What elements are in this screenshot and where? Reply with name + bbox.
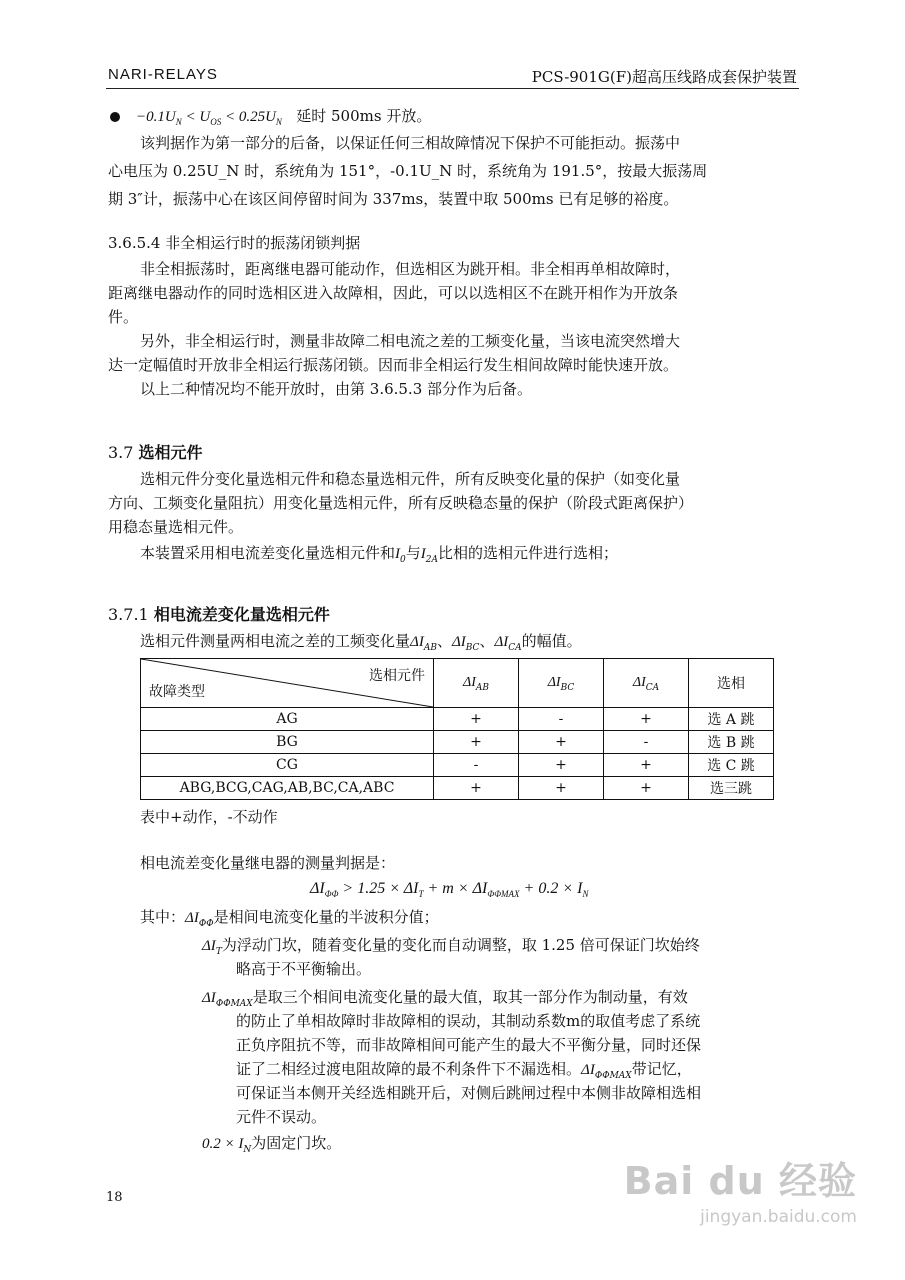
para8: 相电流差变化量继电器的测量判据是： — [140, 854, 396, 872]
def-max-line4: 证了二相经过渡电阻故障的最不利条件下不漏选相。$\Delta I_{\Phi\Phi MAX}$带记忆， — [236, 1060, 692, 1081]
col-head-ab: $\Delta I_{AB}$ — [434, 659, 519, 708]
para7: 选相元件测量两相电流之差的工频变化量$\Delta I_{AB}$、$\Delta I_{BC}$、$\Delta I_{CA}$的幅值。 — [140, 632, 582, 653]
para3-line1: 另外，非全相运行时，测量非故障二相电流之差的工频变化量，当该电流突然增大 — [140, 332, 681, 350]
def-max-line5: 可保证当本侧开关经选相跳开后，对侧后跳闸过程中本侧非故障相选相 — [236, 1084, 702, 1102]
section-3654-title: 3.6.5.4 非全相运行时的振荡闭锁判据 — [108, 234, 361, 252]
diag-bottom-label: 故障类型 — [149, 684, 205, 700]
cell-select: 选 B 跳 — [689, 731, 774, 754]
cell-fault: AG — [141, 708, 434, 731]
bullet-icon — [110, 112, 120, 122]
cell-bc: + — [519, 777, 604, 800]
cell-ca: + — [604, 708, 689, 731]
para1-line3: 期 3″计，振荡中心在该区间停留时间为 337ms，装置中取 500ms 已有足够的裕度。 — [108, 190, 679, 208]
def-T-line1: $\Delta I_T$为浮动门坎，随着变化量的变化而自动调整，取 1.25 倍可保证门坎始终 — [202, 936, 700, 957]
col-head-ca: $\Delta I_{CA}$ — [604, 659, 689, 708]
para2-line2: 距离继电器动作的同时选相区进入故障相，因此，可以以选相区不在跳开相作为开放条 — [108, 284, 679, 302]
table-row — [141, 708, 774, 731]
cell-ca: - — [604, 731, 689, 754]
cell-ab: + — [434, 708, 519, 731]
cell-ab: + — [434, 777, 519, 800]
where-line: 其中：$\Delta I_{\Phi\Phi}$是相间电流变化量的半波积分值； — [140, 908, 439, 929]
cell-ab: - — [434, 754, 519, 777]
section-371-title: 3.7.1 相电流差变化量选相元件 — [108, 605, 330, 624]
cell-select: 选三跳 — [689, 777, 774, 800]
para5-line1: 选相元件分变化量选相元件和稳态量选相元件，所有反映变化量的保护（如变化量 — [140, 470, 681, 488]
para3-line2: 达一定幅值时开放非全相运行振荡闭锁。因而非全相运行发生相间故障时能快速开放。 — [108, 356, 679, 374]
para2-line1: 非全相振荡时，距离继电器可能动作，但选相区为跳开相。非全相再单相故障时， — [140, 260, 681, 278]
def-fixed-threshold: $0.2 \times I_N$为固定门坎。 — [202, 1134, 342, 1155]
diag-top-label: 选相元件 — [369, 668, 425, 684]
section-37-title: 3.7 选相元件 — [108, 443, 203, 462]
def-max-line1: $\Delta I_{\Phi\Phi MAX}$是取三个相间电流变化量的最大值，取其一部分作为制动量，有效 — [202, 988, 688, 1009]
para2-line3: 件。 — [108, 308, 139, 326]
cell-bc: + — [519, 754, 604, 777]
para5-line3: 用稳态量选相元件。 — [108, 518, 244, 536]
header-right: PCS-901G(F)超高压线路成套保护装置 — [531, 68, 797, 86]
baidu-watermark — [624, 1150, 857, 1227]
table-header-row — [141, 659, 774, 708]
table-diagonal-header — [141, 659, 434, 708]
col-head-bc: $\Delta I_{BC}$ — [519, 659, 604, 708]
para6: 本装置采用相电流差变化量选相元件和$I_0$与$I_{2A}$比相的选相元件进行选相； — [140, 544, 619, 565]
cell-ca: + — [604, 777, 689, 800]
watermark-url: jingyan.baidu.com — [700, 1207, 857, 1227]
cell-ca: + — [604, 754, 689, 777]
def-max-line3: 正负序阻抗不等，而非故障相间可能产生的最大不平衡分量，同时还保 — [236, 1036, 702, 1054]
cell-fault: BG — [141, 731, 434, 754]
baidu-logo: Bai du 经验 — [623, 1159, 857, 1203]
table-row — [141, 731, 774, 754]
cell-ab: + — [434, 731, 519, 754]
table-row — [141, 754, 774, 777]
table-note: 表中+动作，-不动作 — [140, 808, 278, 826]
page-number: 18 — [106, 1190, 123, 1205]
def-max-line2: 的防止了单相故障时非故障相的误动，其制动系数m的取值考虑了系统 — [236, 1012, 701, 1030]
para4: 以上二种情况均不能开放时，由第 3.6.5.3 部分作为后备。 — [140, 380, 533, 398]
cell-select: 选 A 跳 — [689, 708, 774, 731]
cell-fault: ABG,BCG,CAG,AB,BC,CA,ABC — [141, 777, 434, 800]
bullet-criterion: $-0.1U_N < U_{OS} < 0.25U_N$ 延时 500ms 开放。 — [110, 105, 431, 133]
para5-line2: 方向、工频变化量阻抗）用变化量选相元件，所有反映稳态量的保护（阶段式距离保护） — [108, 494, 694, 512]
cell-fault: CG — [141, 754, 434, 777]
cell-bc: + — [519, 731, 604, 754]
cell-bc: - — [519, 708, 604, 731]
criterion-formula: $\Delta I_{\Phi\Phi} > 1.25 \times \Delta I_T + m \times \Delta I_{\Phi\Phi MAX} + 0.2 \times I_N$ — [310, 880, 589, 900]
para1-line1: 该判据作为第一部分的后备，以保证任何三相故障情况下保护不可能拒动。振荡中 — [140, 134, 681, 152]
header-rule — [106, 88, 799, 89]
col-head-select: 选相 — [689, 659, 774, 708]
header-left: NARI-RELAYS — [108, 66, 218, 83]
def-max-line6: 元件不误动。 — [236, 1108, 327, 1126]
phase-selection-table — [140, 658, 774, 800]
def-T-line2: 略高于不平衡输出。 — [236, 960, 372, 978]
table-row — [141, 777, 774, 800]
cell-select: 选 C 跳 — [689, 754, 774, 777]
para1-line2: 心电压为 0.25U_N 时，系统角为 151°，-0.1U_N 时，系统角为 191.5°，按最大振荡周 — [108, 162, 708, 180]
